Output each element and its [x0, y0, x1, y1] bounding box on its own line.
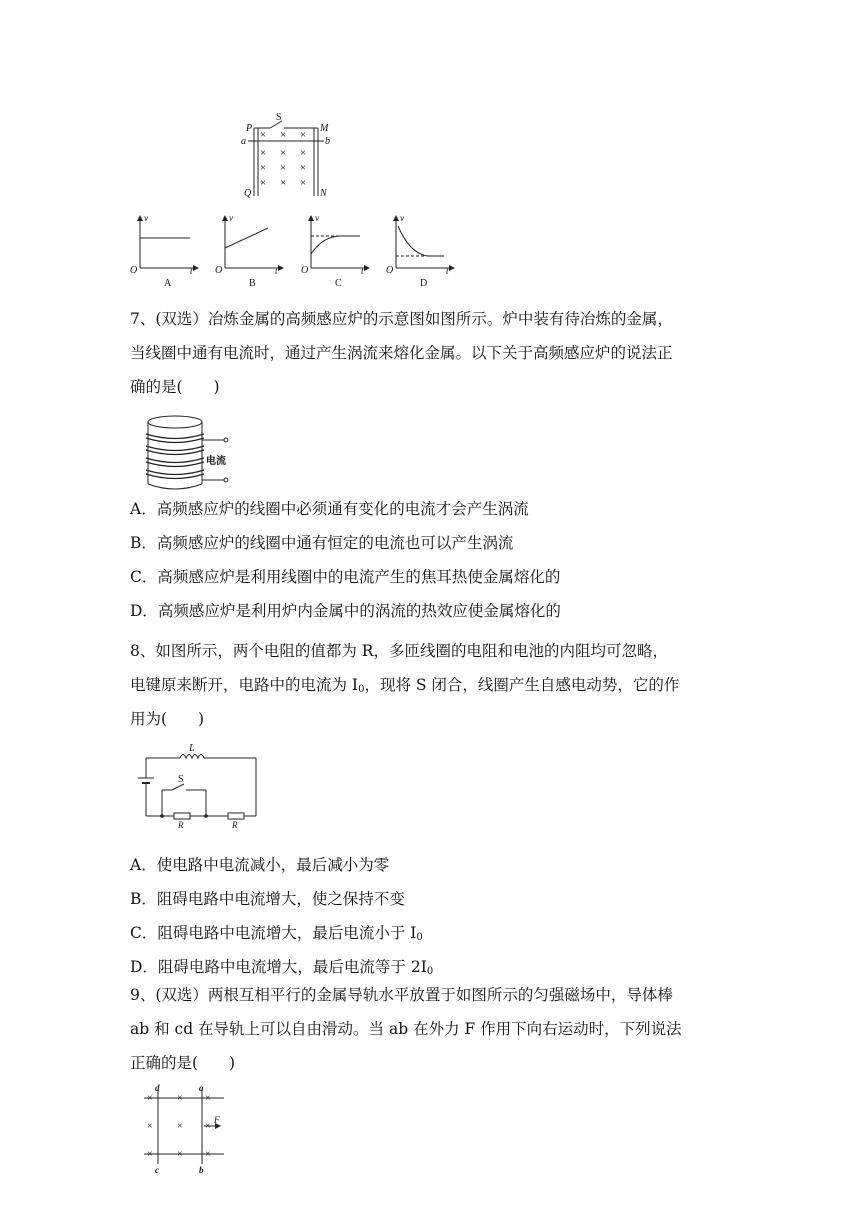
svg-text:v: v [400, 213, 404, 223]
q8-option-d: D．阻碍电路中电流增大，最后电流等于 $2I_0$ [130, 958, 434, 977]
svg-text:×: × [280, 129, 287, 141]
svg-text:O: O [301, 265, 309, 276]
graph-label: D [420, 278, 428, 289]
svg-text:×: × [177, 1149, 183, 1160]
svg-text:×: × [205, 1093, 211, 1104]
rail-field-diagram [236, 108, 336, 200]
label-p: P [246, 123, 253, 134]
q9-stem-line2: ab 和 cd 在导轨上可以自由滑动。当 ab 在外力 F 作用下向右运动时，下列说法 [130, 1020, 682, 1038]
graph-label: B [249, 278, 256, 289]
graph-label: C [335, 278, 342, 289]
svg-text:×: × [205, 1121, 211, 1132]
graph-a [130, 213, 198, 289]
q9-stem-line3: 正确的是( ) [130, 1054, 236, 1072]
field-crosses [260, 129, 306, 189]
label-q: Q [244, 188, 252, 199]
svg-text:O: O [130, 265, 138, 276]
switch-label: S [276, 112, 282, 123]
graph-b [215, 213, 283, 289]
svg-text:×: × [280, 147, 287, 159]
svg-text:×: × [280, 162, 287, 174]
svg-text:t: t [190, 266, 193, 276]
svg-text:×: × [300, 162, 307, 174]
label-m: M [320, 123, 329, 134]
svg-text:×: × [260, 147, 267, 159]
q8-option-c: C．阻碍电路中电流增大，最后电流小于 $I_0$ [130, 924, 423, 943]
svg-text:v: v [144, 213, 148, 223]
svg-text:×: × [177, 1121, 183, 1132]
rod-label-a: a [199, 1083, 204, 1093]
rod-label-b: b [199, 1165, 204, 1174]
svg-text:O: O [386, 265, 394, 276]
q7-option-b: B．高频感应炉的线圈中通有恒定的电流也可以产生涡流 [130, 534, 514, 552]
rod-label-c: c [155, 1165, 159, 1174]
svg-text:×: × [260, 129, 267, 141]
q8-stem-line3: 用为( ) [130, 710, 205, 728]
svg-text:×: × [300, 177, 307, 189]
q7-stem-line2: 当线圈中通有电流时，通过产生涡流来熔化金属。以下关于高频感应炉的说法正 [130, 344, 673, 362]
svg-text:O: O [215, 265, 223, 276]
resistor-label-1: R [178, 820, 184, 830]
resistor-label-2: R [232, 820, 238, 830]
svg-text:×: × [147, 1121, 153, 1132]
label-n: N [320, 188, 327, 199]
label-a: a [241, 136, 246, 147]
rod-label-d: d [155, 1083, 160, 1093]
q7-stem-line3: 确的是( ) [130, 378, 220, 396]
q8-stem-line2: 电键原来断开，电路中的电流为 $I_0$，现将 S 闭合，线圈产生自感电动势，它的作 [130, 676, 680, 695]
q7-option-a: A．高频感应炉的线圈中必须通有变化的电流才会产生涡流 [130, 500, 529, 518]
svg-text:×: × [177, 1093, 183, 1104]
graph-d [386, 213, 454, 289]
current-label: 电流 [206, 456, 226, 467]
q8-stem-line1: 8、如图所示，两个电阻的值都为 R，多匝线圈的电阻和电池的内阻均可忽略， [130, 642, 668, 660]
q7-stem-line1: 7、(双选）冶炼金属的高频感应炉的示意图如图所示。炉中装有待冶炼的金属， [130, 310, 673, 328]
inductor-circuit-diagram [136, 742, 262, 830]
force-label: F [214, 1115, 220, 1125]
svg-text:×: × [260, 162, 267, 174]
vt-graphs [128, 210, 458, 292]
parallel-rails-diagram [142, 1082, 232, 1174]
svg-text:v: v [229, 213, 233, 223]
graph-c [301, 213, 369, 289]
svg-text:×: × [147, 1093, 153, 1104]
svg-text:t: t [446, 266, 449, 276]
svg-text:v: v [315, 213, 319, 223]
q7-option-d: D．高频感应炉是利用炉内金属中的涡流的热效应使金属熔化的 [130, 602, 561, 620]
svg-text:×: × [147, 1149, 153, 1160]
svg-text:×: × [280, 177, 287, 189]
graph-label: A [164, 278, 172, 289]
switch-label: S [178, 774, 184, 785]
svg-text:×: × [205, 1149, 211, 1160]
induction-furnace-diagram [140, 412, 240, 494]
field-crosses [147, 1093, 211, 1160]
svg-text:×: × [300, 129, 307, 141]
q7-option-c: C．高频感应炉是利用线圈中的电流产生的焦耳热使金属熔化的 [130, 568, 561, 586]
svg-text:×: × [300, 147, 307, 159]
label-b: b [325, 136, 330, 147]
inductor-label: L [189, 743, 195, 754]
q8-option-a: A．使电路中电流减小，最后减小为零 [130, 856, 390, 874]
svg-text:t: t [275, 266, 278, 276]
svg-text:×: × [260, 177, 267, 189]
svg-text:t: t [361, 266, 364, 276]
q9-stem-line1: 9、(双选）两根互相平行的金属导轨水平放置于如图所示的匀强磁场中，导体棒 [130, 986, 673, 1004]
q8-option-b: B．阻碍电路中电流增大，使之保持不变 [130, 890, 405, 908]
